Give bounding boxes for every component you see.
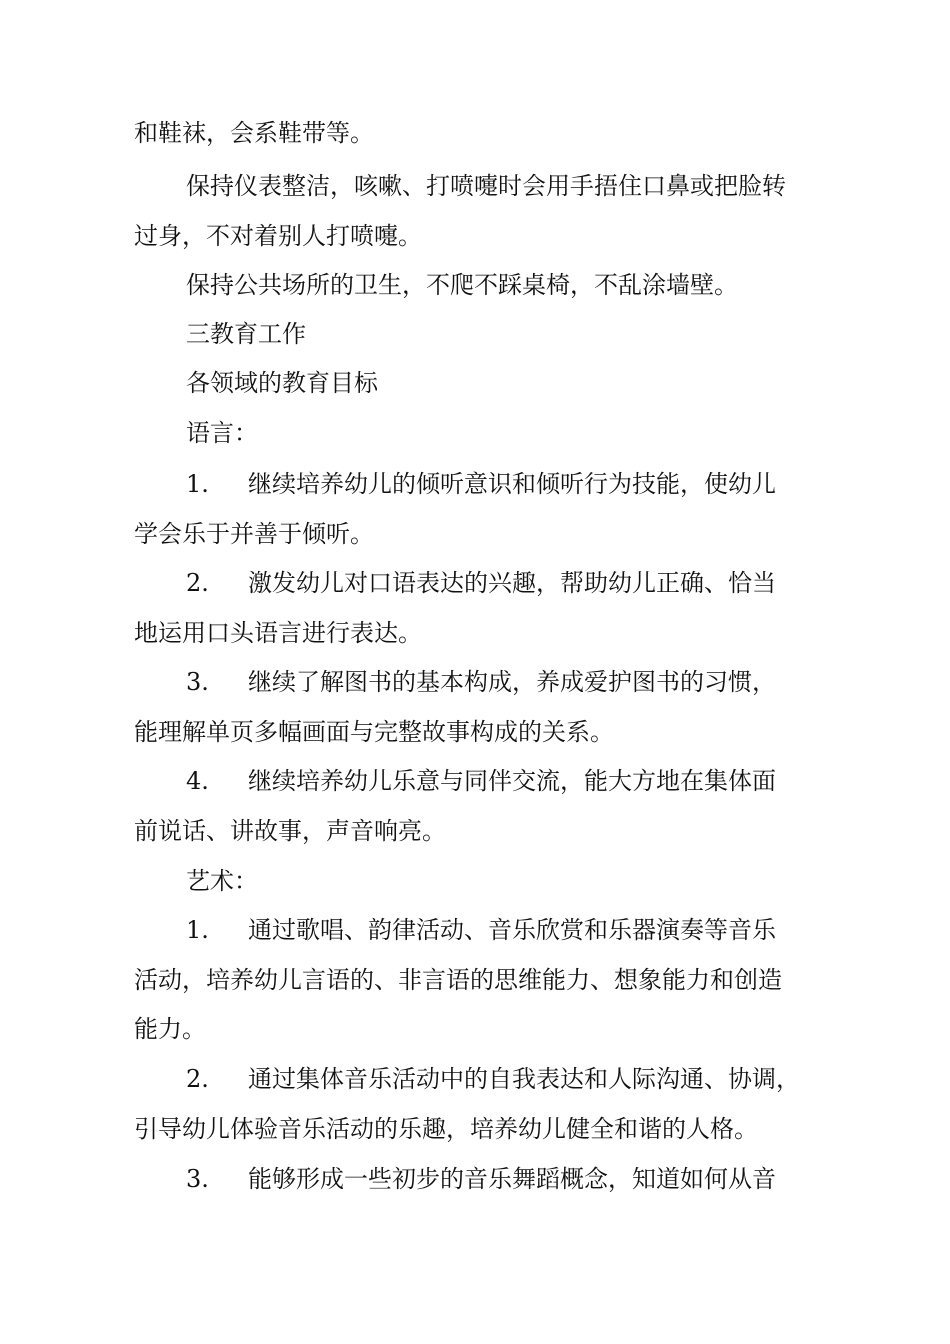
- art-heading: 艺术：: [186, 867, 258, 895]
- paragraph-line: 保持仪表整洁，咳嗽、打喷嚏时会用手捂住口鼻或把脸转: [186, 172, 786, 200]
- list-item-text: 继续培养幼儿乐意与同伴交流，能大方地在集体面: [248, 767, 776, 795]
- list-number: 4.: [186, 767, 209, 795]
- text-line: 能力。: [134, 1015, 206, 1043]
- list-number: 2.: [186, 569, 209, 597]
- list-number: 1.: [186, 916, 209, 944]
- list-number: 3.: [186, 1165, 209, 1193]
- list-item-text: 继续培养幼儿的倾听意识和倾听行为技能，使幼儿: [248, 470, 776, 498]
- list-item-text: 能够形成一些初步的音乐舞蹈概念，知道如何从音: [248, 1165, 776, 1193]
- text-line: 前说话、讲故事，声音响亮。: [134, 817, 446, 845]
- text-line: 引导幼儿体验音乐活动的乐趣，培养幼儿健全和谐的人格。: [134, 1115, 758, 1143]
- language-heading: 语言：: [186, 419, 258, 447]
- list-item-text: 通过集体音乐活动中的自我表达和人际沟通、协调，: [248, 1065, 800, 1093]
- text-line: 过身，不对着别人打喷嚏。: [134, 222, 422, 250]
- text-line: 和鞋袜，会系鞋带等。: [134, 119, 374, 147]
- text-line: 地运用口头语言进行表达。: [134, 619, 422, 647]
- list-item-text: 通过歌唱、韵律活动、音乐欣赏和乐器演奏等音乐: [248, 916, 776, 944]
- list-item-text: 继续了解图书的基本构成，养成爱护图书的习惯，: [248, 668, 776, 696]
- list-number: 1.: [186, 470, 209, 498]
- list-number: 2.: [186, 1065, 209, 1093]
- list-item-text: 激发幼儿对口语表达的兴趣，帮助幼儿正确、恰当: [248, 569, 776, 597]
- section-heading: 三教育工作: [186, 320, 306, 348]
- text-line: 能理解单页多幅画面与完整故事构成的关系。: [134, 718, 614, 746]
- paragraph-line: 保持公共场所的卫生，不爬不踩桌椅，不乱涂墙壁。: [186, 271, 738, 299]
- list-number: 3.: [186, 668, 209, 696]
- text-line: 学会乐于并善于倾听。: [134, 520, 374, 548]
- text-line: 活动，培养幼儿言语的、非言语的思维能力、想象能力和创造: [134, 966, 782, 994]
- subsection-heading: 各领域的教育目标: [186, 369, 378, 397]
